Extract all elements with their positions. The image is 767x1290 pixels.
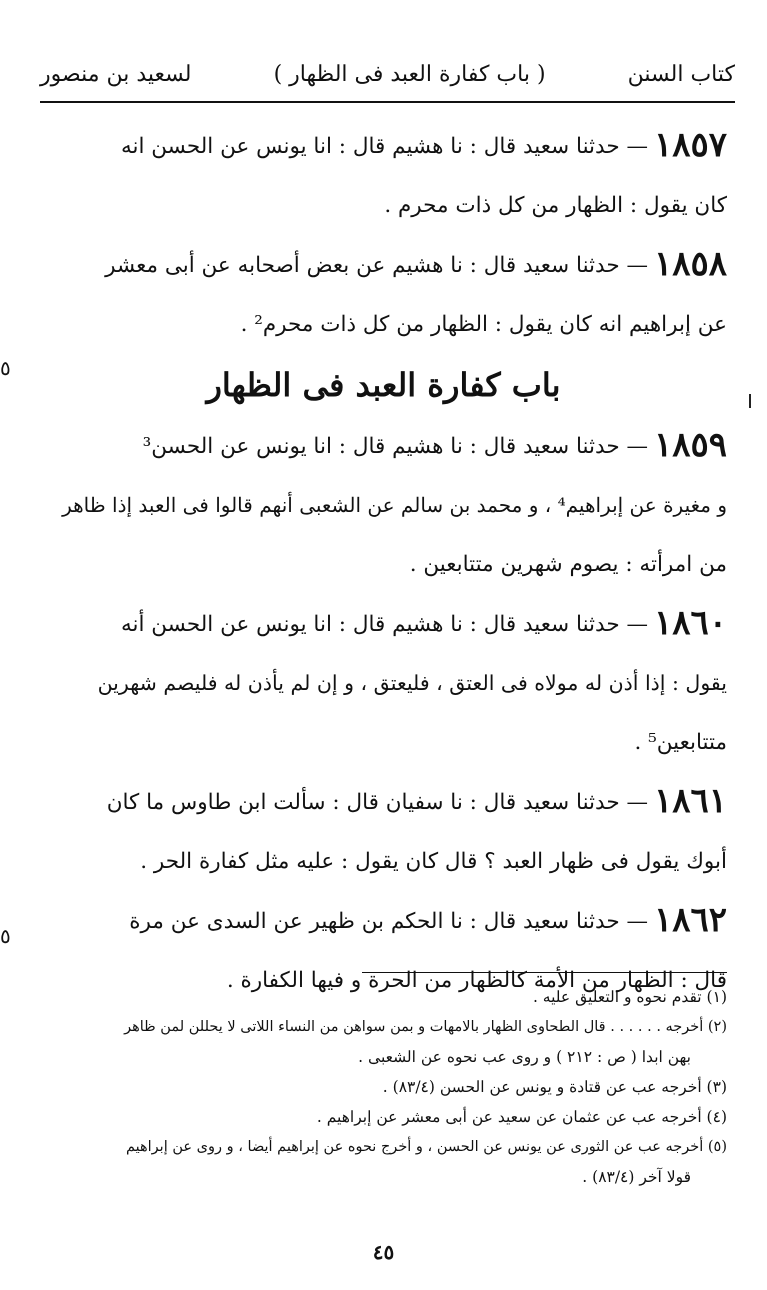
hadith-number: ١٨٦٢ <box>653 900 727 940</box>
footnote-rule <box>362 972 727 973</box>
hadith-1860-line-1: ١٨٦٠— حدثنا سعيد قال : نا هشيم قال : انا يونس عن الحسن أنه <box>120 603 727 643</box>
hadith-1862-line-1: ١٨٦٢— حدثنا سعيد قال : نا الحكم بن ظهير عن السدى عن مرة <box>129 900 727 940</box>
hadith-1862-line-2: قال : الظهار من الأمة كالظهار من الحرة و فيها الكفارة . <box>226 968 727 993</box>
hadith-1860-line-3: متتابعين⁵ . <box>634 730 727 755</box>
footnotes <box>40 982 727 1192</box>
hadith-1858-line-1: ١٨٥٨— حدثنا سعيد قال : نا هشيم عن بعض أصحابه عن أبى معشر <box>105 244 727 284</box>
hadith-number: ١٨٥٨ <box>653 244 727 284</box>
hadith-1859-line-3: من امرأته : يصوم شهرين متتابعين . <box>409 552 727 577</box>
footnote-2: (٢) أخرجه . . . . . . قال الطحاوى الظهار بالامهات و بمن سواهن من النساء اللاتى لا يحللن لمن ظاهر <box>124 1019 727 1035</box>
hadith-number: ١٨٦٠ <box>653 603 727 643</box>
footnote-3: (٣) أخرجه عب عن قتادة و يونس عن الحسن (٨٣/٤) . <box>382 1078 727 1096</box>
hadith-1857-line-1: ١٨٥٧— حدثنا سعيد قال : نا هشيم قال : انا يونس عن الحسن انه <box>120 125 727 165</box>
hadith-1860-line-2: يقول : إذا أذن له مولاه فى العتق ، فليعتق ، و إن لم يأذن له فليصم شهرين <box>97 671 727 695</box>
footnote-5: (٥) أخرجه عب عن الثورى عن يونس عن الحسن ، و أخرج نحوه عن إبراهيم أيضا ، و روى عن إبراهيم <box>125 1139 727 1155</box>
hadith-1858-line-2: عن إبراهيم انه كان يقول : الظهار من كل ذات محرم² . <box>240 312 727 337</box>
section-title: باب كفارة العبد فى الظهار <box>206 366 561 404</box>
footnote-2-continued: بهن ابدا ( ص : ٢١٢ ) و روى عب نحوه عن الشعبى . <box>358 1048 691 1066</box>
hadith-number: ١٨٦١ <box>653 781 727 821</box>
header-author: لسعيد بن منصور <box>40 61 192 87</box>
header-chapter-title: ( باب كفارة العبد فى الظهار ) <box>273 61 546 87</box>
header-book-title: كتاب السنن <box>627 61 735 87</box>
hadith-1857-line-2: كان يقول : الظهار من كل ذات محرم . <box>384 193 727 218</box>
margin-line-marker: ٥ <box>0 924 11 948</box>
hadith-1859-line-1: ١٨٥٩— حدثنا سعيد قال : نا هشيم قال : انا يونس عن الحسن³ <box>142 425 727 465</box>
footnote-1: (١) تقدم نحوه و التعليق عليه . <box>532 988 727 1006</box>
header-rule <box>40 101 735 103</box>
main-text <box>40 116 727 1010</box>
hadith-1861-line-1: ١٨٦١— حدثنا سعيد قال : نا سفيان قال : سألت ابن طاوس ما كان <box>106 781 727 821</box>
hadith-1861-line-2: أبوك يقول فى ظهار العبد ؟ قال كان يقول : عليه مثل كفارة الحر . <box>140 849 727 874</box>
running-header <box>40 52 735 96</box>
footnote-4: (٤) أخرجه عب عن عثمان عن سعيد عن أبى معشر عن إبراهيم . <box>316 1108 727 1126</box>
margin-tick <box>749 394 751 408</box>
page-number: ٤٥ <box>372 1240 395 1264</box>
margin-line-marker: ٥ <box>0 356 11 380</box>
hadith-number: ١٨٥٩ <box>653 425 727 465</box>
footnote-5-continued: قولا آخر (٨٣/٤) . <box>582 1168 691 1186</box>
hadith-number: ١٨٥٧ <box>653 125 727 165</box>
hadith-1859-line-2: و مغيرة عن إبراهيم⁴ ، و محمد بن سالم عن الشعبى أنهم قالوا فى العبد إذا ظاهر <box>62 493 727 517</box>
